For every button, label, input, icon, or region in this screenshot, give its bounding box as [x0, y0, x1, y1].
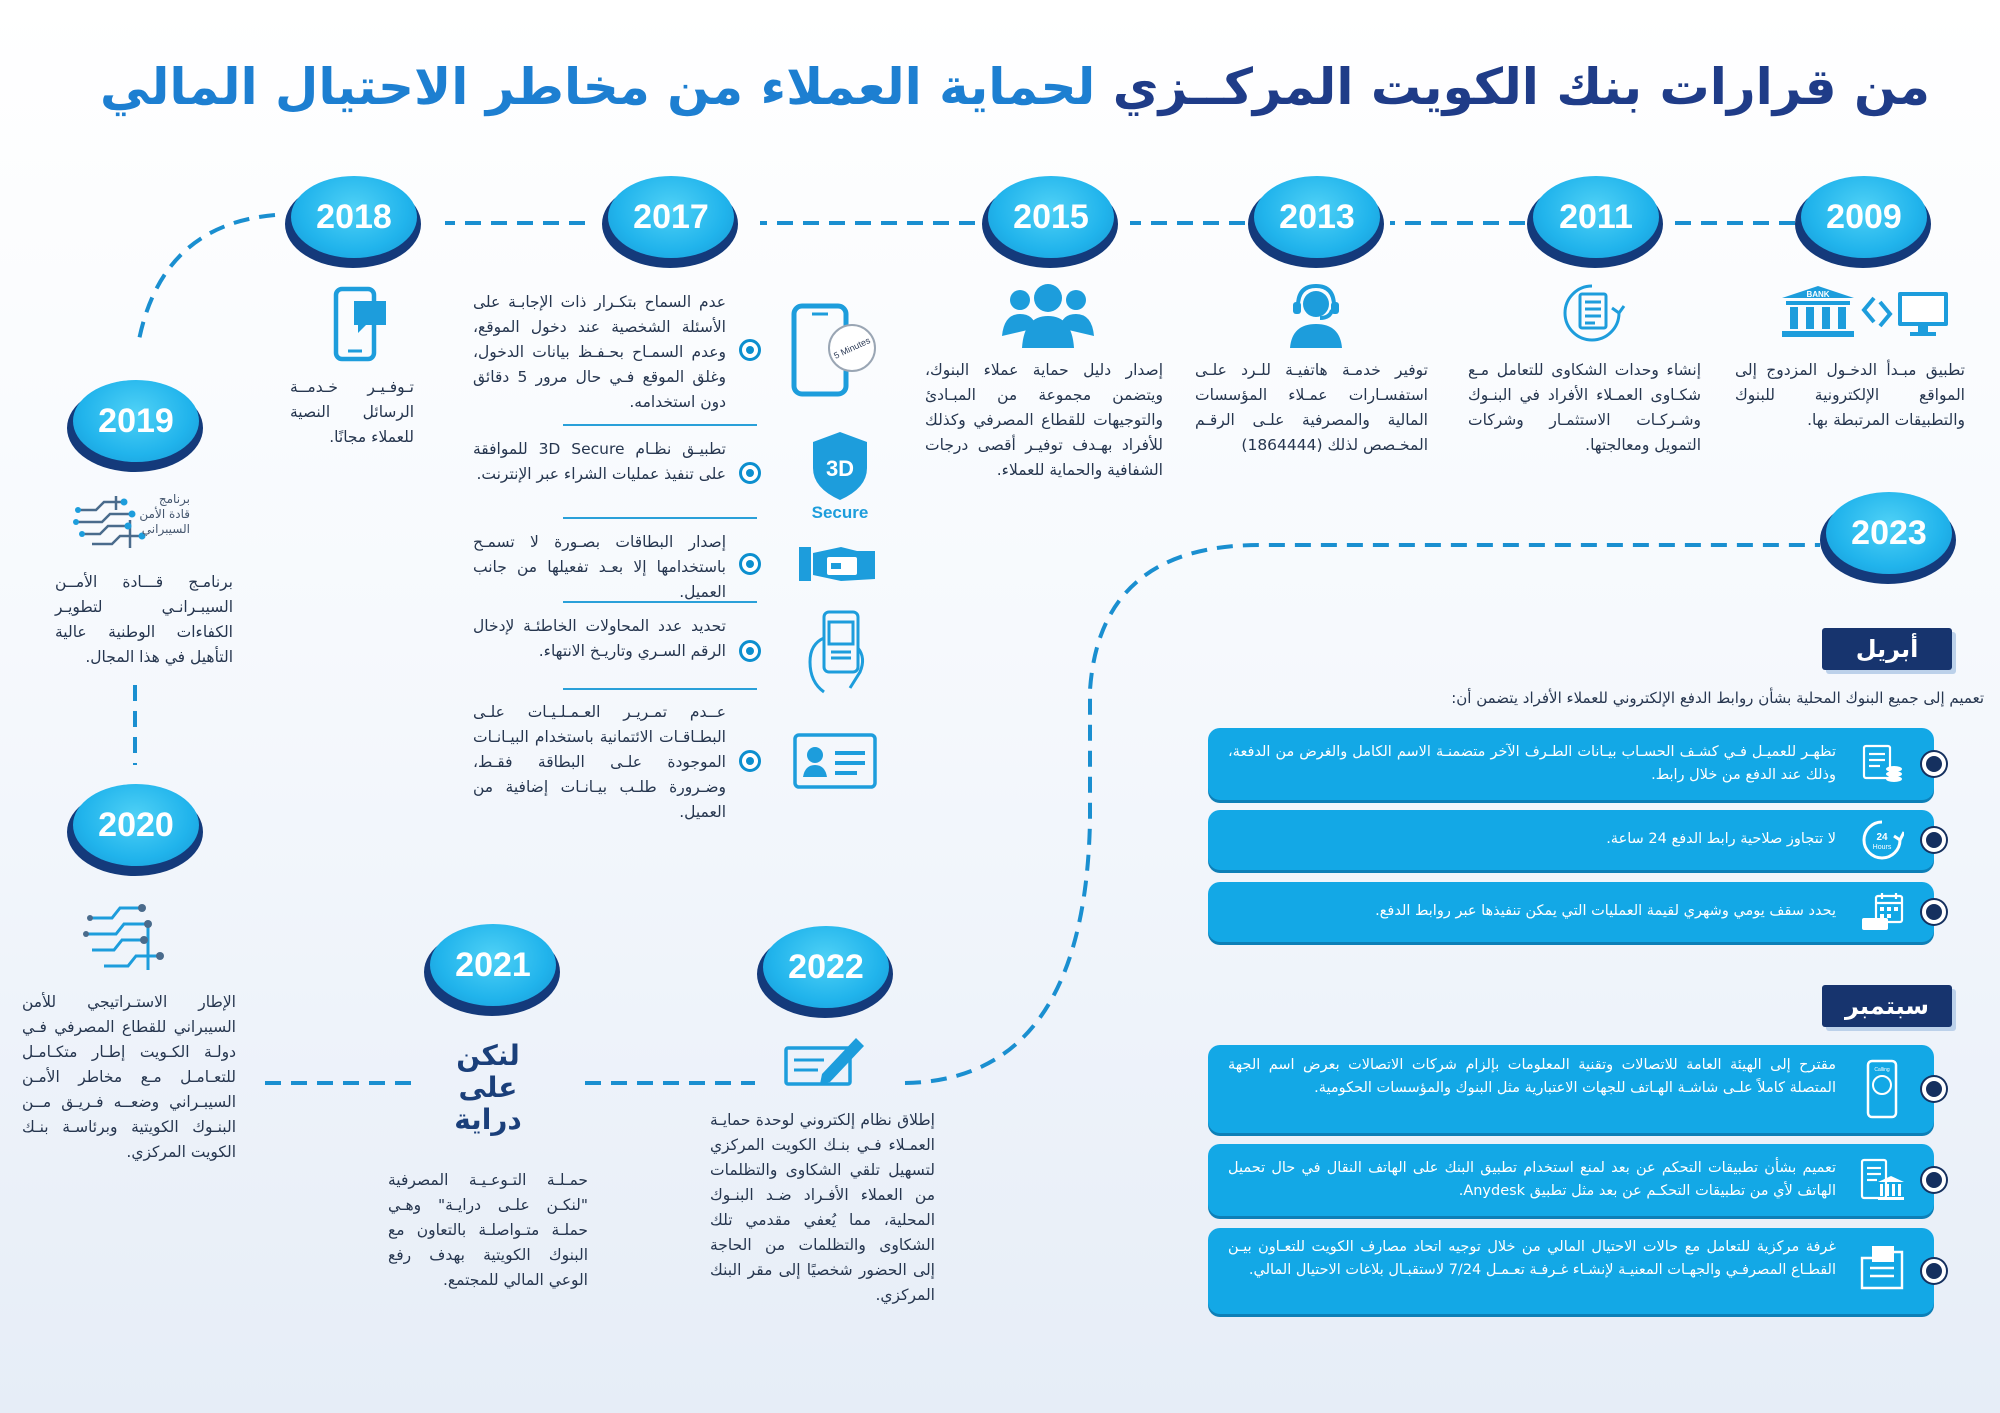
year-badge-2022: [757, 930, 893, 1018]
text-2017-item-3: إصدار البطاقات بصـورة لا تسمـح باستخدامها إلا بعـد تفعيلها من جانب العميل.: [473, 533, 726, 601]
statement-document-icon: [1860, 742, 1904, 786]
april-item-2-dot: [1922, 828, 1946, 852]
text-2017-item-1: عدم السماح بتكـرار ذات الإجابـة على الأسئلة الشخصية عند دخول الموقع، وعدم السمـاح بحـفـظ بيانات الدخول، وغلق الموقع فـي حال مرور 5 دقائق دون استخدامه.: [473, 293, 727, 411]
april-item-2: [1208, 810, 1934, 870]
text-2017-item-2: تطبيـق نظـام 3D Secure للموافقة على تنفيذ عمليات الشراء عبر الإنترنت.: [473, 440, 726, 483]
month-september: سبتمبر: [1822, 985, 1952, 1027]
divider-2017-4: [563, 688, 757, 690]
september-item-1-dot: [1922, 1077, 1946, 1101]
calling-label: Calling: [1874, 1067, 1890, 1073]
april-item-3-dot: [1922, 900, 1946, 924]
text-2017-item-4: تحديد عدد المحاولات الخاطئـة لإدخال الرقم السـري وتاريـخ الانتهاء.: [473, 617, 726, 660]
year-badge-2019: [67, 384, 203, 472]
bullet-2017-2: [739, 462, 761, 484]
year-badge-2011: [1527, 180, 1663, 268]
mobile-in-hand-icon: [800, 608, 872, 696]
year-2017: 2017: [608, 176, 734, 258]
april-item-2-text: لا تتجاوز صلاحية رابط الدفع 24 ساعة.: [1606, 831, 1836, 847]
report-folder-icon: [1860, 1244, 1904, 1294]
year-badge-2023: [1820, 496, 1956, 584]
24-hours-icon: [1860, 818, 1904, 862]
3d-label: 3D: [825, 456, 855, 481]
september-item-3-dot: [1922, 1259, 1946, 1283]
bullet-2017-3: [739, 553, 761, 575]
year-2019: 2019: [73, 380, 199, 462]
september-item-1: [1208, 1045, 1934, 1133]
cyber-leaders-logo-text: [130, 492, 190, 537]
bank-label: BANK: [1806, 290, 1830, 299]
september-item-2: [1208, 1144, 1934, 1216]
month-april: أبريل: [1822, 628, 1952, 670]
april-item-3-text: يحدد سقف يومي وشهري لقيمة العمليات التي يمكن تنفيذها عبر روابط الدفع.: [1375, 903, 1836, 919]
call-center-headset-icon: [1280, 280, 1352, 350]
year-badge-2013: [1248, 180, 1384, 268]
year-badge-2020: [67, 788, 203, 876]
bank-to-computer-icon: [1778, 284, 1950, 340]
year-2018: 2018: [291, 176, 417, 258]
year-2009: 2009: [1801, 176, 1927, 258]
cyber-circuit-head-icon: [82, 898, 172, 978]
remote-control-bank-icon: [1860, 1156, 1904, 1204]
april-item-1-text: تظهـر للعميـل فـي كشـف الحسـاب بيـانات الطـرف الآخر متضمنـة الاسم الكامل والغرض من الدفعة، وذلك عند الدفع من خلال رابط.: [1228, 744, 1836, 783]
sms-phone-icon: [330, 285, 392, 365]
divider-2017-2: [563, 517, 757, 519]
year-badge-2009: [1795, 180, 1931, 268]
text-2021: حمـلـة التـوعـيـة المصرفية "لنكـن علـى درايـة" وهـي حملـة متـواصلـة بالتعاون مع البنوك الكويتية بهدف رفع الوعي المالي للمجتمع.: [388, 1171, 588, 1289]
hours-word: Hours: [1872, 844, 1892, 851]
september-item-3-text: غرفة مركزية للتعامل مع حالات الاحتيال المالي من خلال توجيه اتحاد مصارف الكويت للتعـاون بيـن القطـاع المصرفـي والجهـات المعنيـة لإنشـاء غـرفـة تعـمـل 7/24 لاستقبـال بلاغات الاحتيال المالي.: [1228, 1239, 1836, 1278]
cyber-leaders-logo-line-2: قادة الأمن: [139, 507, 190, 521]
card-in-hand-icon: [797, 543, 877, 587]
lnkn-ala-diraya-logo-line-1: لنكن: [456, 1039, 520, 1072]
year-2011: 2011: [1533, 176, 1659, 258]
text-2011: إنشاء وحدات الشكاوى للتعامل مـع شكـاوى العمـلاء الأفراد في البنـوك وشـركـات الاستثمـار وشركات التمويل ومعالجتها.: [1468, 361, 1701, 454]
text-2023-intro: تعميم إلى جميع البنوك المحلية بشأن روابط الدفع الإلكتروني للعملاء الأفراد يتضمن أن:: [1451, 689, 1984, 707]
text-2015: إصدار دليل حماية عملاء البنوك، ويتضمن مجموعة من المبـادئ والتوجيهات للقطاع المصرفي وكذلك للأفراد بهـدف توفيـر أقصى درجات الشفافية والحماية للعملاء.: [925, 361, 1163, 479]
3d-secure-shield-icon: [805, 430, 875, 520]
year-badge-2018: [285, 180, 421, 268]
secure-label: Secure: [811, 503, 869, 520]
april-item-1: [1208, 728, 1934, 800]
customers-group-icon: [1000, 278, 1096, 350]
bullet-2017-4: [739, 640, 761, 662]
september-item-2-text: تعميم بشأن تطبيقات التحكم عن بعد لمنع استخدام تطبيق البنك على الهاتف النقال في حال تحميل الهاتف لأي من تطبيقات التحكـم عن بعد مثل تطبيق Anydesk.: [1228, 1160, 1836, 1199]
connector-2018-2019: [138, 215, 275, 345]
lnkn-ala-diraya-logo: [438, 1040, 538, 1136]
text-2018: تـوفـيـر خـدمــة الرسائل النصية للعملاء مجانًا.: [290, 378, 414, 446]
text-2020: الإطار الاستـراتيجي للأمن السيبراني للقطاع المصرفي فـي دولـة الكـويت إطـار متكـامـل للتعـامـل مـع مخاطر الأمـن السيبـراني وضعــه فـريـق مــن البنـوك الكويتية وبرئاسـة بنـك الكويت المركزي.: [22, 993, 236, 1161]
september-item-3: [1208, 1228, 1934, 1314]
text-2017-item-5: عــدم تمـريـر العـمـلـيـات علـى البطـاقـات الائتمانية باستخدام البيـانـات الموجودة علـى البطاقة فقـط، وضـرورة طلـب بيـانـات إضافية من العميل.: [473, 703, 726, 821]
title-part-2: لحماية العملاء من مخاطر الاحتيال المالي: [100, 58, 1096, 116]
online-form-pen-icon: [784, 1032, 868, 1088]
bullet-2017-5: [739, 750, 761, 772]
year-2015: 2015: [988, 176, 1114, 258]
april-item-1-dot: [1922, 752, 1946, 776]
text-2022: إطلاق نظام إلكتروني لوحدة حمايـة العمـلاء فـي بنـك الكويت المركزي لتسهيل تلقي الشكاوى والتظلمات من العملاء الأفـراد ضـد البنـوك المحلية، مما يُعفي مقدمي تلك الشكاوى والتظلمات من الحاجة إلى الحضور شخصيًا إلى مقر البنك المركزي.: [710, 1111, 935, 1304]
caller-id-phone-icon: [1860, 1059, 1904, 1119]
year-2021: 2021: [430, 924, 556, 1006]
five-minutes-label: 5 Minutes: [832, 335, 872, 361]
year-2020: 2020: [73, 784, 199, 866]
year-2022: 2022: [763, 926, 889, 1008]
september-item-1-text: مقترح إلى الهيئة العامة للاتصالات وتقنية المعلومات بإلزام شركات الاتصالات بعرض اسم الجهة المتصلة كاملاً علـى شاشـة الهـاتف للجهات الاعتبارية مثل البنوك والمؤسسات الحكومية.: [1228, 1057, 1836, 1096]
title-part-1: من قرارات بنك الكويت المركــزي: [1095, 58, 1930, 116]
september-item-2-dot: [1922, 1168, 1946, 1192]
year-2013: 2013: [1254, 176, 1380, 258]
lnkn-ala-diraya-logo-line-2: على: [458, 1071, 518, 1104]
lnkn-ala-diraya-logo-line-3: دراية: [454, 1103, 522, 1136]
text-2019: برنامـج قـــادة الأمــن السيبـرانـي لتطويـر الكفاءات الوطنية عالية التأهيل في هذا المجال.: [55, 573, 233, 666]
year-badge-2017: [602, 180, 738, 268]
complaint-document-icon: [1560, 280, 1626, 346]
year-badge-2015: [982, 180, 1118, 268]
text-2009: تطبيق مبـدأ الدخـول المزدوج إلى المواقع الإلكترونية للبنوك والتطبيقات المرتبطة بها.: [1735, 361, 1965, 429]
id-card-icon: [793, 733, 877, 789]
calendar-limit-icon: [1860, 890, 1904, 934]
cyber-leaders-logo-line-3: السيبراني: [141, 522, 190, 536]
text-2013: توفير خدمـة هاتفيـة للـرد علـى استفسـارات عمـلاء المؤسسات المالية والمصرفية علـى الرقـم المخـصص لذلك (1864444): [1195, 361, 1428, 454]
year-badge-2021: [424, 928, 560, 1016]
divider-2017-3: [563, 601, 757, 603]
divider-2017-1: [563, 424, 757, 426]
hours-number: 24: [1876, 832, 1888, 843]
cyber-leaders-logo-line-1: برنامج: [158, 492, 190, 506]
april-item-3: [1208, 882, 1934, 942]
year-2023: 2023: [1826, 492, 1952, 574]
bullet-2017-1: [739, 339, 761, 361]
phone-timeout-icon: [790, 302, 880, 398]
